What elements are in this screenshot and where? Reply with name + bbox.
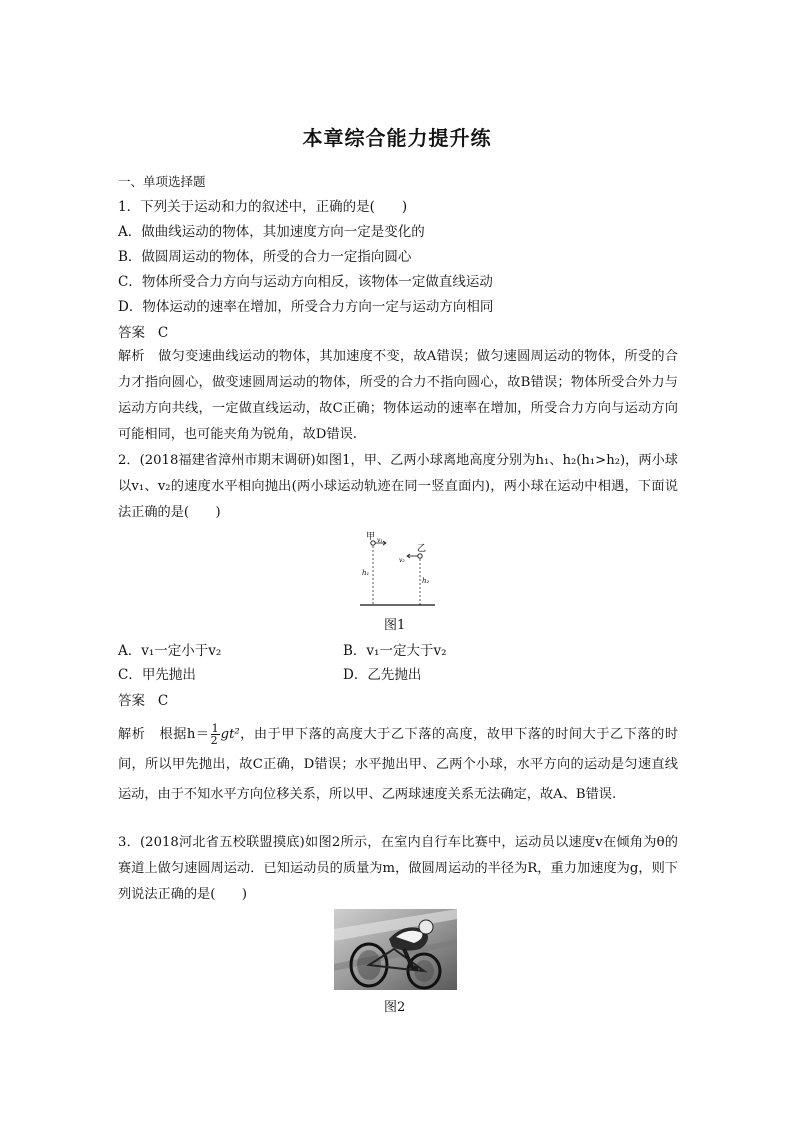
q1-option-b: B．做圆周运动的物体，所受的合力一定指向圆心	[118, 249, 412, 265]
label-jia: 甲	[366, 532, 376, 542]
page-title: 本章综合能力提升练	[302, 126, 492, 150]
analysis-label: 解析	[118, 349, 145, 364]
q1-analysis	[118, 344, 678, 448]
analysis-label: 解析	[118, 727, 146, 742]
label-yi: 乙	[417, 544, 427, 554]
analysis-formula: gt²	[220, 727, 240, 742]
q1-answer	[118, 323, 168, 343]
label-h1: h₁	[362, 569, 370, 577]
figure-2-caption: 图2	[384, 1000, 406, 1015]
section-heading: 一、单项选择题	[118, 174, 206, 189]
q2-analysis	[118, 720, 678, 810]
label-h2: h₂	[422, 577, 430, 585]
q2-option-c: C．甲先抛出	[118, 667, 196, 683]
q3-stem: 3．(2018河北省五校联盟摸底)如图2所示，在室内自行车比赛中，运动员以速度v在倾角为θ的赛道上做匀速圆周运动．已知运动员的质量为m，做圆周运动的半径为R，重力加速度为g，则下列说法正确的是( )	[118, 835, 678, 902]
figure-1-diagram	[355, 528, 440, 610]
answer-value: C	[157, 693, 169, 709]
analysis-pre: 根据h＝	[159, 727, 210, 742]
answer-label: 答案	[118, 325, 145, 341]
q2-option-d: D．乙先抛出	[343, 667, 422, 683]
q2-answer	[118, 691, 168, 711]
analysis-text: 做匀变速曲线运动的物体，其加速度不变，故A错误；做匀速圆周运动的物体，所受的合力才指向圆心，做变速圆周运动的物体，所受的合力不指向圆心，故B错误；物体所受合外力与运动方向共线，一定做直线运动，故C正确；物体运动的速率在增加，所受合力方向与运动方向可能相同，也可能夹角为锐角，故D错误.	[118, 349, 678, 442]
q1-option-c: C．物体所受合力方向与运动方向相反，该物体一定做直线运动	[118, 274, 493, 290]
q2-stem: 2．(2018福建省漳州市期末调研)如图1，甲、乙两小球离地高度分别为h₁、h₂(h₁>h₂)，两小球以v₁、v₂的速度水平相向抛出(两小球运动轨迹在同一竖直面内)，两小球在运动中相遇，下面说法正确的是( )	[118, 453, 678, 520]
label-v1: v₁	[377, 537, 383, 544]
q1-stem: 1．下列关于运动和力的叙述中，正确的是( )	[118, 199, 408, 215]
q2-option-b: B．v₁一定大于v₂	[343, 643, 447, 659]
q2-option-a: A．v₁一定小于v₂	[118, 643, 222, 659]
figure-1-caption: 图1	[384, 618, 406, 633]
fraction-one-half: $\frac{1}{2}$	[210, 722, 219, 747]
q1-option-a: A．做曲线运动的物体，其加速度方向一定是变化的	[118, 224, 425, 240]
cyclist-photo	[334, 909, 457, 990]
answer-value: C	[157, 325, 169, 341]
q1-option-d: D．物体运动的速率在增加，所受合力方向一定与运动方向相同	[118, 299, 494, 315]
ball-yi	[418, 554, 422, 558]
analysis-text: ，由于甲下落的高度大于乙下落的高度，故甲下落的时间大于乙下落的时间，所以甲先抛出，故C正确，D错误；水平抛出甲、乙两个小球，水平方向的运动是匀速直线运动，由于不知水平方向位移关系，所以甲、乙两球速度关系无法确定，故A、B错误.	[118, 727, 679, 802]
answer-label: 答案	[118, 693, 145, 709]
label-v2: v₂	[399, 557, 405, 564]
